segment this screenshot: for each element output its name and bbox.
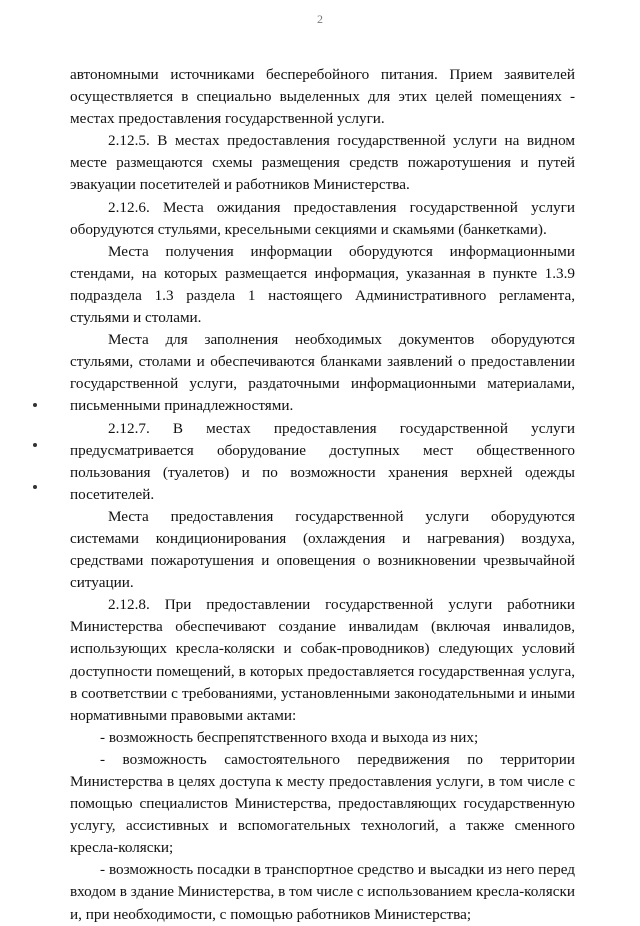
- paragraph: Места предоставления государственной услуги оборудуются системами кондиционирования (охлаждения и нагревания) воздуха, средствами пожаротушения и оповещения о возникновении чрезвычайной ситуации.: [70, 507, 575, 592]
- page-number: 2: [317, 12, 323, 26]
- paragraph: автономными источниками бесперебойного питания. Прием заявителей осуществляется в специально выделенных для этих целей помещениях - местах предоставления государственной услуги.: [70, 66, 575, 128]
- list-item: - возможность беспрепятственного входа и выхода из них;: [100, 728, 479, 746]
- margin-mark: [33, 403, 37, 407]
- paragraph: Места получения информации оборудуются информационными стендами, на которых размещается информация, указанная в пункте 1.3.9 подраздела 1.3 раздела 1 настоящего Административного регламента, стульями и столами.: [70, 242, 575, 327]
- list-item: - возможность посадки в транспортное средство и высадки из него перед входом в здание Министерства, в том числе с использованием кресла-коляски и, при необходимости, с помощью работников Министерства;: [70, 861, 575, 923]
- paragraph: Места для заполнения необходимых документов оборудуются стульями, столами и обеспечиваются бланками заявлений о предоставлении государственной услуги, раздаточными информационными материалами, письменными принадлежностями.: [70, 331, 575, 415]
- paragraph: 2.12.8. При предоставлении государственной услуги работники Министерства обеспечивают создание инвалидам (включая инвалидов, использующих кресла-коляски и собак-проводников) следующих условий доступности помещений, в которых предоставляется государственная услуга, в соответствии с требованиями, установленными законодательными и иными нормативными правовыми актами:: [70, 596, 575, 724]
- paragraph: 2.12.7. В местах предоставления государственной услуги предусматривается оборудование доступных мест общественного пользования (туалетов) и по возможности хранения верхней одежды посетителей.: [70, 419, 575, 503]
- margin-mark: [33, 443, 37, 447]
- margin-mark: [33, 485, 37, 489]
- list-item: - возможность самостоятельного передвижения по территории Министерства в целях доступа к месту предоставления услуги, в том числе с помощью специалистов Министерства, предоставляющих государственную услугу, ассистивных и вспомогательных технологий, а также сменного кресла-коляски;: [70, 750, 575, 857]
- paragraph: 2.12.6. Места ожидания предоставления государственной услуги оборудуются стульями, кресельными секциями и скамьями (банкетками).: [70, 198, 575, 238]
- document-body: [70, 64, 575, 926]
- paragraph: 2.12.5. В местах предоставления государственной услуги на видном месте размещаются схемы размещения средств пожаротушения и путей эвакуации посетителей и работников Министерства.: [70, 132, 575, 194]
